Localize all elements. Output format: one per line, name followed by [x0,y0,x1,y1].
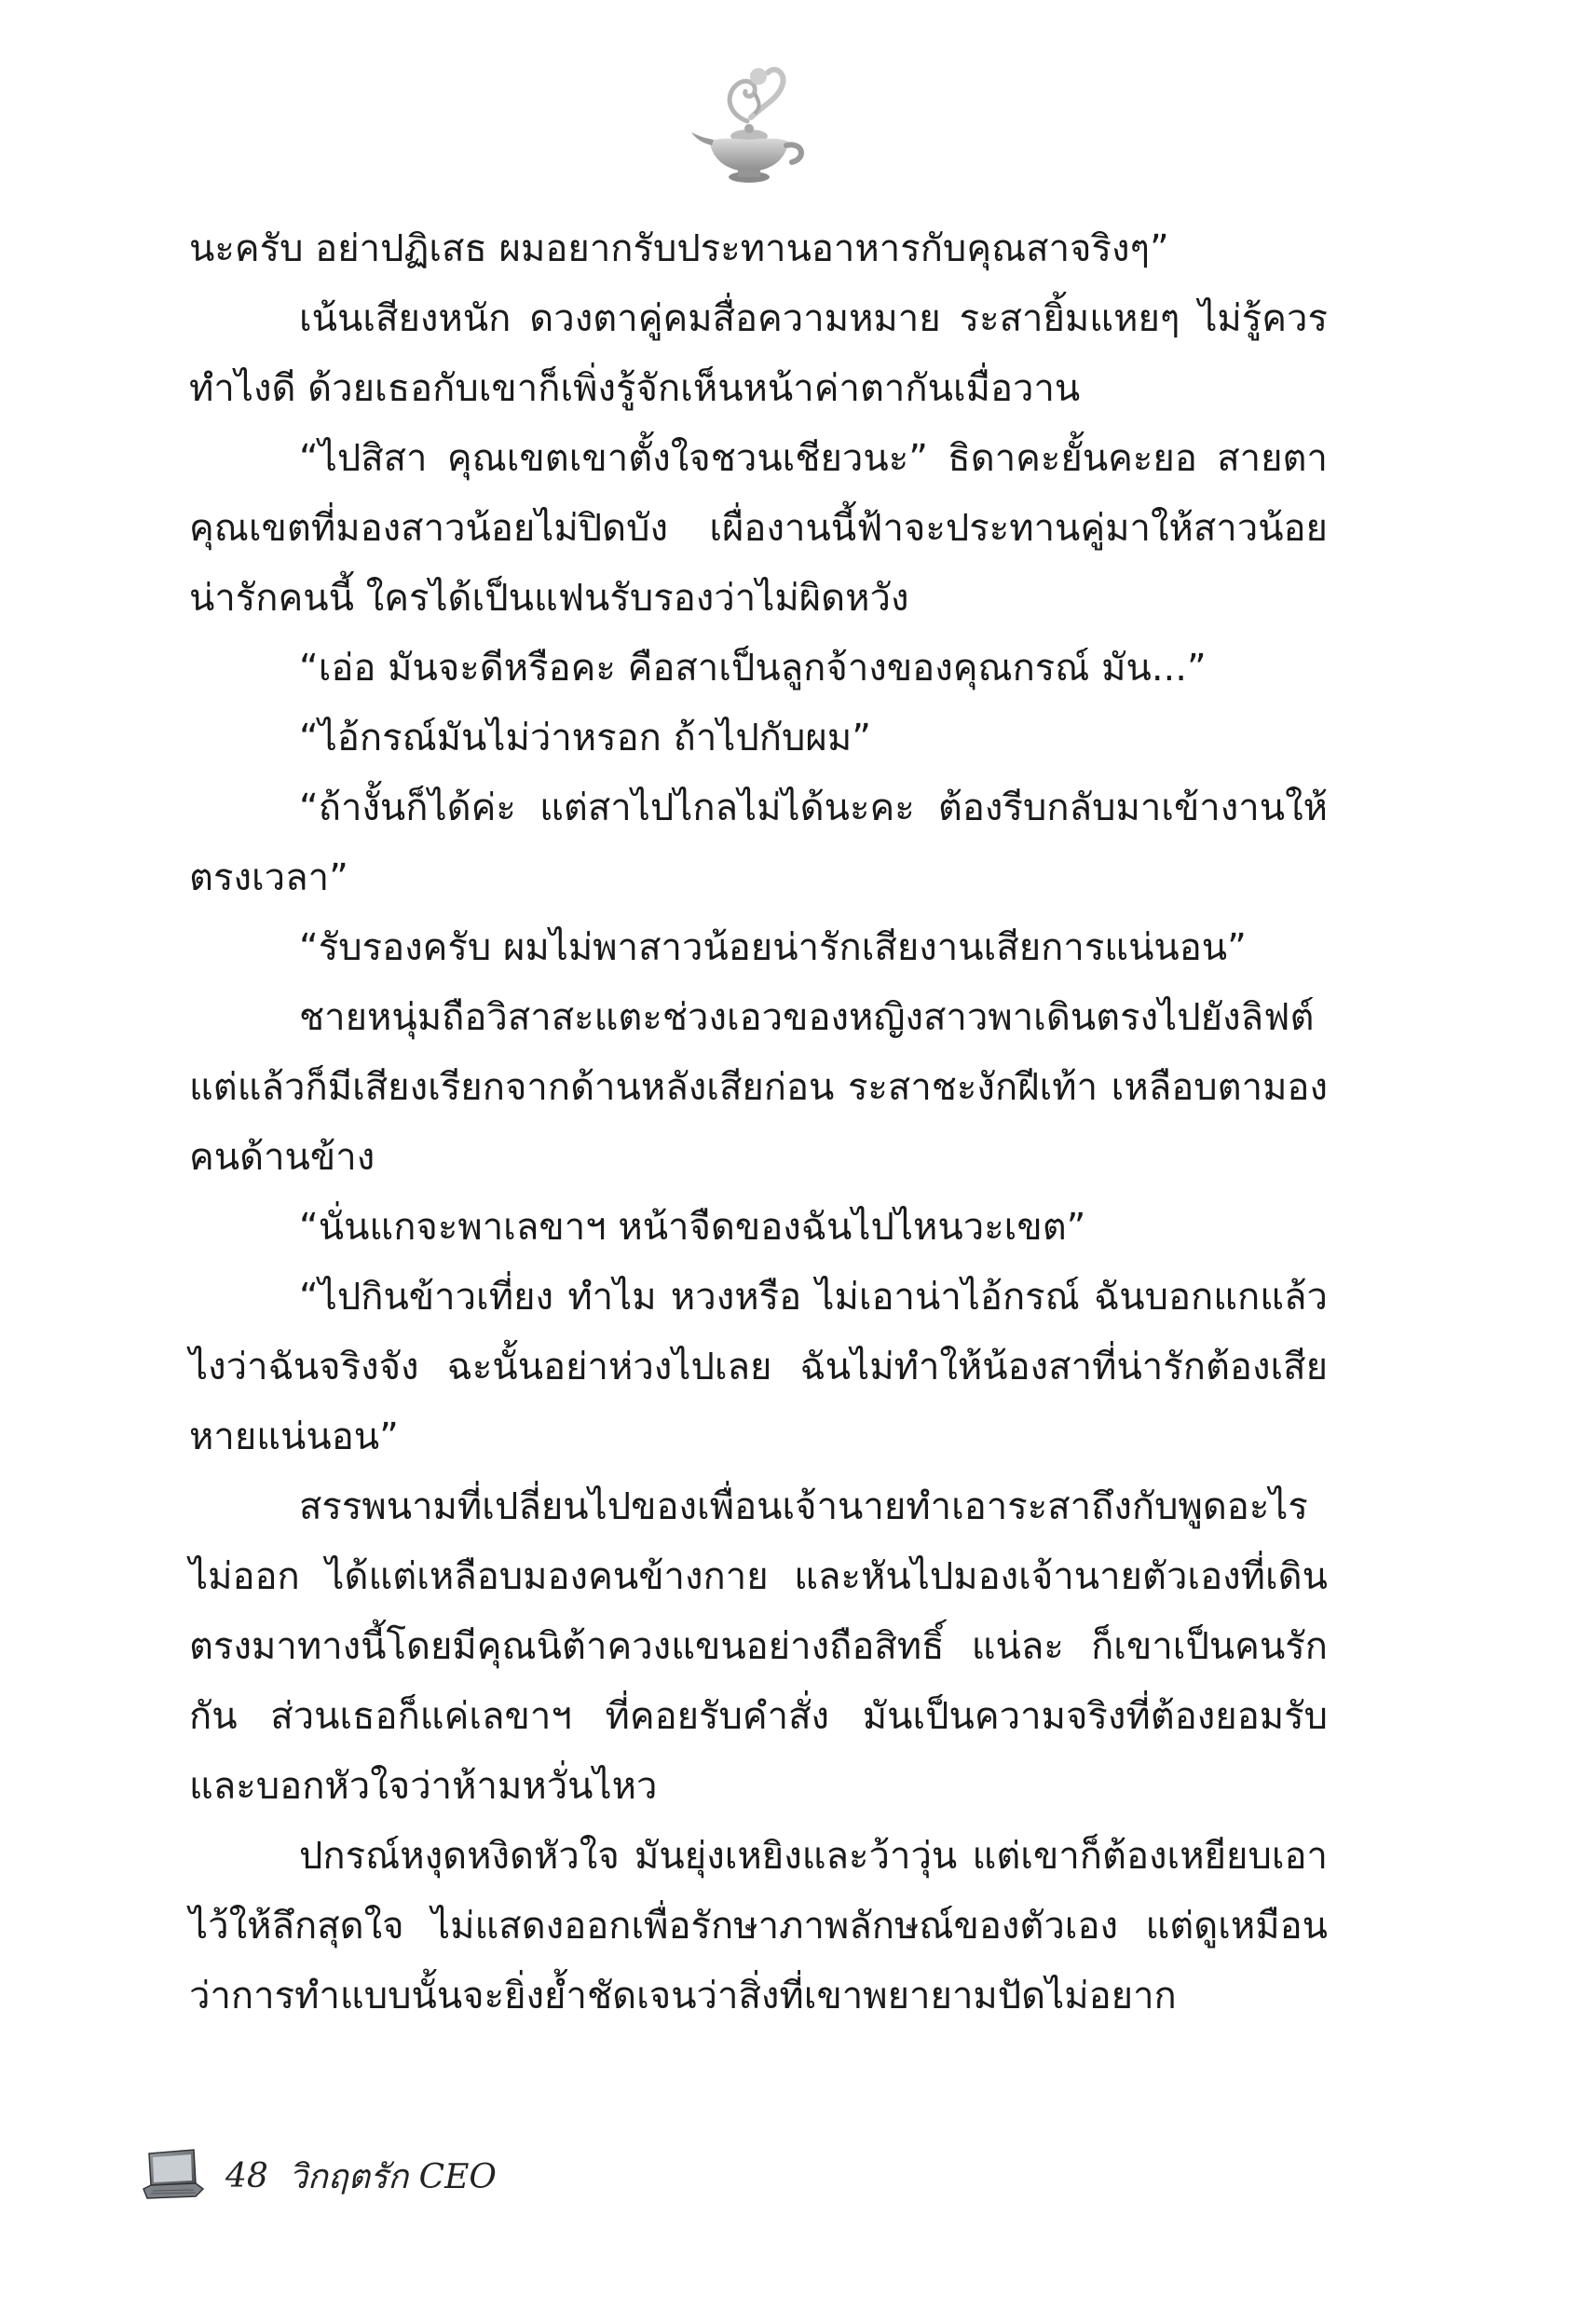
paragraph: ชายหนุ่มถือวิสาสะแตะช่วงเอวของหญิงสาวพาเดินตรงไปยังลิฟต์ แต่แล้วก็มีเสียงเรียกจากด้านหลังเสียก่อน ระสาชะงักฝีเท้า เหลือบตามองคนด้านข้าง [189,996,1328,1179]
story-text [189,214,1328,2031]
laptop-icon [140,2148,205,2204]
paragraph: ปกรณ์หงุดหงิดหัวใจ มันยุ่งเหยิงและว้าวุ่น แต่เขาก็ต้องเหยียบเอาไว้ให้ลึกสุดใจ ไม่แสดงออกเพื่อรักษาภาพลักษณ์ของตัวเอง แต่ดูเหมือนว่าการทำแบบนั้นจะยิ่งย้ำชัดเจนว่าสิ่งที่เขาพยายามปัดไม่อยาก [189,1835,1328,2017]
paragraph: เน้นเสียงหนัก ดวงตาคู่คมสื่อความหมาย ระสายิ้มแหยๆ ไม่รู้ควรทำไงดี ด้วยเธอกับเขาก็เพิ่งรู้จักเห็นหน้าค่าตากันเมื่อวาน [189,297,1328,410]
genie-lamp-icon [689,56,811,196]
page-footer [140,2143,497,2208]
paragraph: “ไปกินข้าวเที่ยง ทำไม หวงหรือ ไม่เอาน่าไอ้กรณ์ ฉันบอกแกแล้วไงว่าฉันจริงจัง ฉะนั้นอย่าห่วงไปเลย ฉันไม่ทำให้น้องสาที่น่ารักต้องเสียหายแน่นอน” [189,1276,1328,1458]
page-number: 48 [225,2156,268,2195]
paragraph: “ถ้างั้นก็ได้ค่ะ แต่สาไปไกลไม่ได้นะคะ ต้องรีบกลับมาเข้างานให้ตรงเวลา” [189,786,1328,899]
paragraph: นะครับ อย่าปฏิเสธ ผมอยากรับประทานอาหารกับคุณสาจริงๆ” [189,227,1169,270]
paragraph: “ไปสิสา คุณเขตเขาตั้งใจชวนเชียวนะ” ธิดาคะยั้นคะยอ สายตาคุณเขตที่มองสาวน้อยไม่ปิดบัง เผื่องานนี้ฟ้าจะประทานคู่มาให้สาวน้อยน่ารักคนนี้ ใครได้เป็นแฟนรับรองว่าไม่ผิดหวัง [189,437,1328,620]
paragraph: สรรพนามที่เปลี่ยนไปของเพื่อนเจ้านายทำเอาระสาถึงกับพูดอะไรไม่ออก ได้แต่เหลือบมองคนข้างกาย และหันไปมองเจ้านายตัวเองที่เดินตรงมาทางนี้โดยมีคุณนิต้าควงแขนอย่างถือสิทธิ์ แน่ละ ก็เขาเป็นคนรักกัน ส่วนเธอก็แค่เลขาฯ ที่คอยรับคำสั่ง มันเป็นความจริงที่ต้องยอมรับและบอกหัวใจว่าห้ามหวั่นไหว [189,1485,1328,1808]
paragraph: “รับรองครับ ผมไม่พาสาวน้อยน่ารักเสียงานเสียการแน่นอน” [299,926,1247,969]
paragraph: “ไอ้กรณ์มันไม่ว่าหรอก ถ้าไปกับผม” [299,717,871,759]
book-title: วิกฤตรัก CEO [288,2157,497,2196]
paragraph: “นั่นแกจะพาเลขาฯ หน้าจืดของฉันไปไหนวะเขต” [299,1206,1086,1249]
paragraph: “เอ่อ มันจะดีหรือคะ คือสาเป็นลูกจ้างของคุณกรณ์ มัน...” [299,647,1207,690]
